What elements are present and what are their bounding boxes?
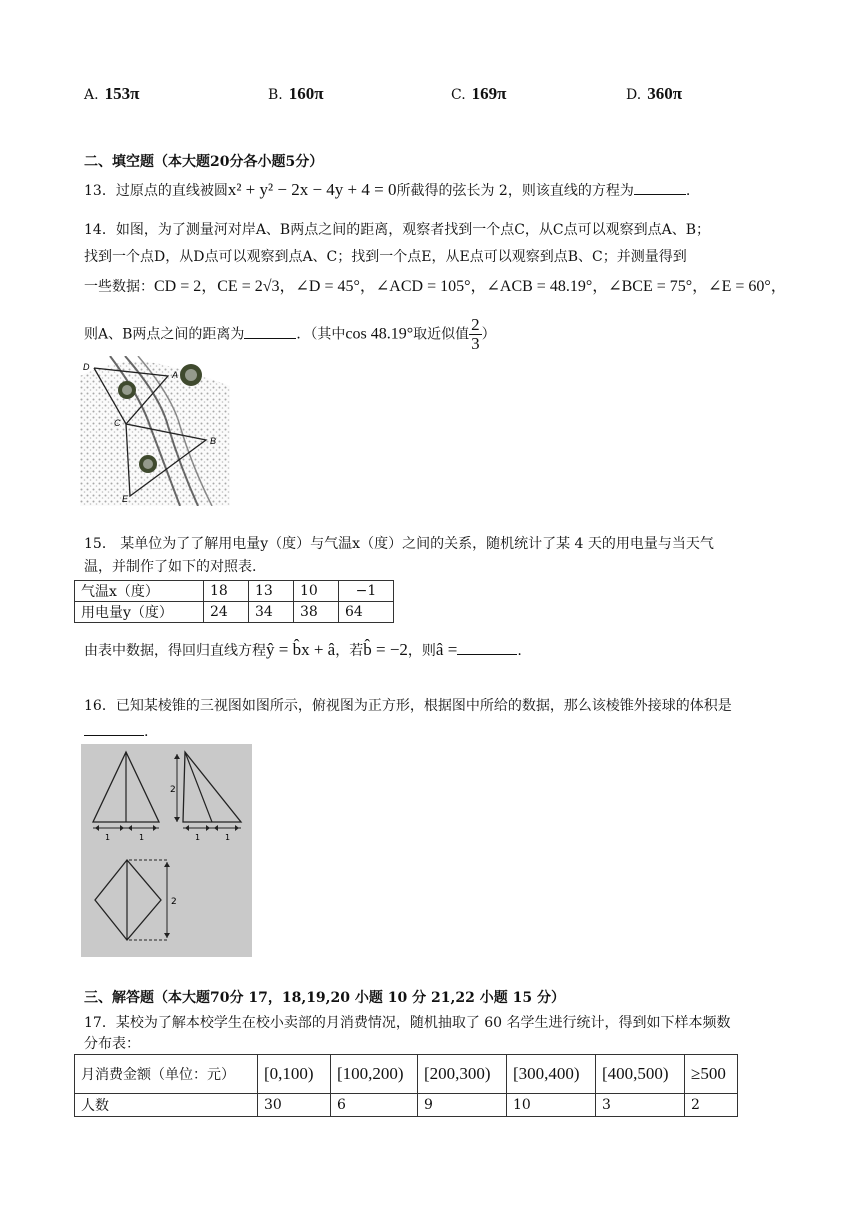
point-label-b: B (210, 436, 217, 446)
q13-equation: x² + y² − 2x − 4y + 4 = 0 (227, 180, 397, 199)
answer-blank (244, 324, 296, 339)
q17-line2: 分布表： (84, 1036, 140, 1052)
option-value: 153π (104, 84, 140, 103)
option-value: 360π (647, 84, 683, 103)
q15-line3-lead: 由表中数据，得回归直线方程 (84, 643, 266, 659)
option-letter: D. (626, 87, 642, 103)
width-label: 1 (105, 833, 111, 842)
q13-end: . (685, 183, 691, 199)
q14-line4-paren: ．（其中 (296, 326, 346, 343)
table-cell: 13 (249, 581, 294, 602)
table-cell: 9 (418, 1094, 507, 1117)
height-label-front: 2 (170, 785, 176, 795)
consumption-frequency-table (74, 1054, 738, 1117)
q14-approx: 取近似值 (413, 326, 470, 343)
q13-tail: 所截得的弦长为 2，则该直线的方程为 (396, 183, 634, 199)
point-label-a: A (172, 370, 179, 380)
fraction-two-thirds (469, 316, 482, 353)
q15-line3-mid: ，若 (335, 643, 364, 659)
q15-line1: 15． 某单位为了了解用电量y（度）与气温x（度）之间的关系，随机统计了某 4 天的用电量与当天气 (84, 536, 714, 552)
table-cell: [100,200) (331, 1055, 418, 1094)
table-cell: 38 (294, 602, 339, 623)
height-label-top: 2 (171, 897, 177, 907)
table-cell: 34 (249, 602, 294, 623)
q14-line4 (84, 316, 496, 353)
table-cell: [400,500) (596, 1055, 685, 1094)
option-b (268, 84, 324, 104)
q14-line2: 找到一个点D，从D点可以观察到点A、C；找到一个点E，从E点可以观察到点B、C；并测量得到 (84, 249, 687, 265)
table-cell: [0,100) (258, 1055, 331, 1094)
q16-end: . (144, 724, 149, 740)
q15-line3 (84, 640, 522, 661)
fraction-numerator: 2 (471, 315, 480, 334)
width-label: 1 (139, 833, 145, 842)
table-cell: 24 (204, 602, 249, 623)
option-a (84, 84, 139, 104)
temperature-power-table (74, 580, 394, 623)
slope-value: b̂ = −2 (363, 640, 408, 659)
option-d (626, 84, 682, 104)
option-c (451, 84, 507, 104)
three-view-svg (81, 744, 252, 957)
section-heading: 二、填空题（本大题20分各小题5分） (84, 154, 324, 170)
table-cell: 6 (331, 1094, 418, 1117)
q15-line3-then: ，则 (407, 643, 436, 659)
point-label-c: C (114, 418, 121, 428)
option-value: 169π (471, 84, 507, 103)
q14-close: ） (481, 326, 496, 343)
q15-line3-end: . (517, 643, 522, 659)
point-label-e: E (122, 494, 129, 504)
q14-cos: cos 48.19° (345, 325, 414, 343)
q16-line2 (84, 721, 148, 742)
table-cell: [300,400) (507, 1055, 596, 1094)
table-cell: 10 (294, 581, 339, 602)
three-view-figure (81, 744, 252, 957)
table-row (75, 581, 394, 602)
option-letter: B. (268, 87, 283, 103)
section-heading: 三、解答题（本大题70分 17，18,19,20 小题 10 分 21,22 小题 15 分） (84, 990, 565, 1006)
table-row (75, 602, 394, 623)
q14-measurements: CD = 2，CE = 2√3，∠D = 45°，∠ACD = 105°，∠ACB = 48.19°，∠BCE = 75°，∠E = 60°， (154, 278, 787, 295)
option-letter: A. (84, 87, 99, 103)
river-map-figure (80, 356, 230, 506)
question-13 (84, 180, 690, 201)
answer-blank (457, 640, 517, 655)
table-cell: ≥500 (685, 1055, 738, 1094)
q16-line1: 16．已知某棱锥的三视图如图所示，俯视图为正方形，根据图中所给的数据，那么该棱锥外接球的体积是 (84, 698, 732, 714)
answer-blank (634, 180, 686, 195)
q14-line4-lead: 则A、B两点之间的距离为 (84, 326, 245, 343)
table-row (75, 1055, 738, 1094)
intercept-expression: â = (435, 640, 458, 659)
table-cell: −1 (339, 581, 394, 602)
q14-line3 (84, 277, 787, 297)
q14-line1: 14．如图，为了测量河对岸A、B两点之间的距离，观察者找到一个点C，从C点可以观察到点A、B； (84, 222, 711, 238)
table-cell: 气温x（度） (75, 581, 204, 602)
width-label: 1 (225, 833, 231, 842)
table-cell: [200,300) (418, 1055, 507, 1094)
river-map-svg (80, 356, 230, 506)
answer-blank (84, 721, 144, 736)
fraction-denominator: 3 (471, 334, 480, 353)
option-value: 160π (288, 84, 324, 103)
table-row (75, 1094, 738, 1117)
table-cell: 人数 (75, 1094, 258, 1117)
table-cell: 3 (596, 1094, 685, 1117)
table-cell: 30 (258, 1094, 331, 1117)
table-cell: 2 (685, 1094, 738, 1117)
table-cell: 64 (339, 602, 394, 623)
point-label-d: D (83, 362, 90, 372)
table-cell: 10 (507, 1094, 596, 1117)
q15-line2: 温，并制作了如下的对照表. (84, 559, 257, 575)
q13-lead: 13．过原点的直线被圆 (84, 183, 228, 199)
q17-line1: 17．某校为了解本校学生在校小卖部的月消费情况，随机抽取了 60 名学生进行统计，得到如下样本频数 (84, 1015, 731, 1031)
option-letter: C. (451, 87, 466, 103)
table-cell: 用电量y（度） (75, 602, 204, 623)
table-cell: 18 (204, 581, 249, 602)
width-label: 1 (195, 833, 201, 842)
table-cell: 月消费金额（单位：元） (75, 1055, 258, 1094)
regression-equation: ŷ = b̂x + â (266, 640, 336, 659)
q14-line3-lead: 一些数据： (84, 279, 154, 295)
